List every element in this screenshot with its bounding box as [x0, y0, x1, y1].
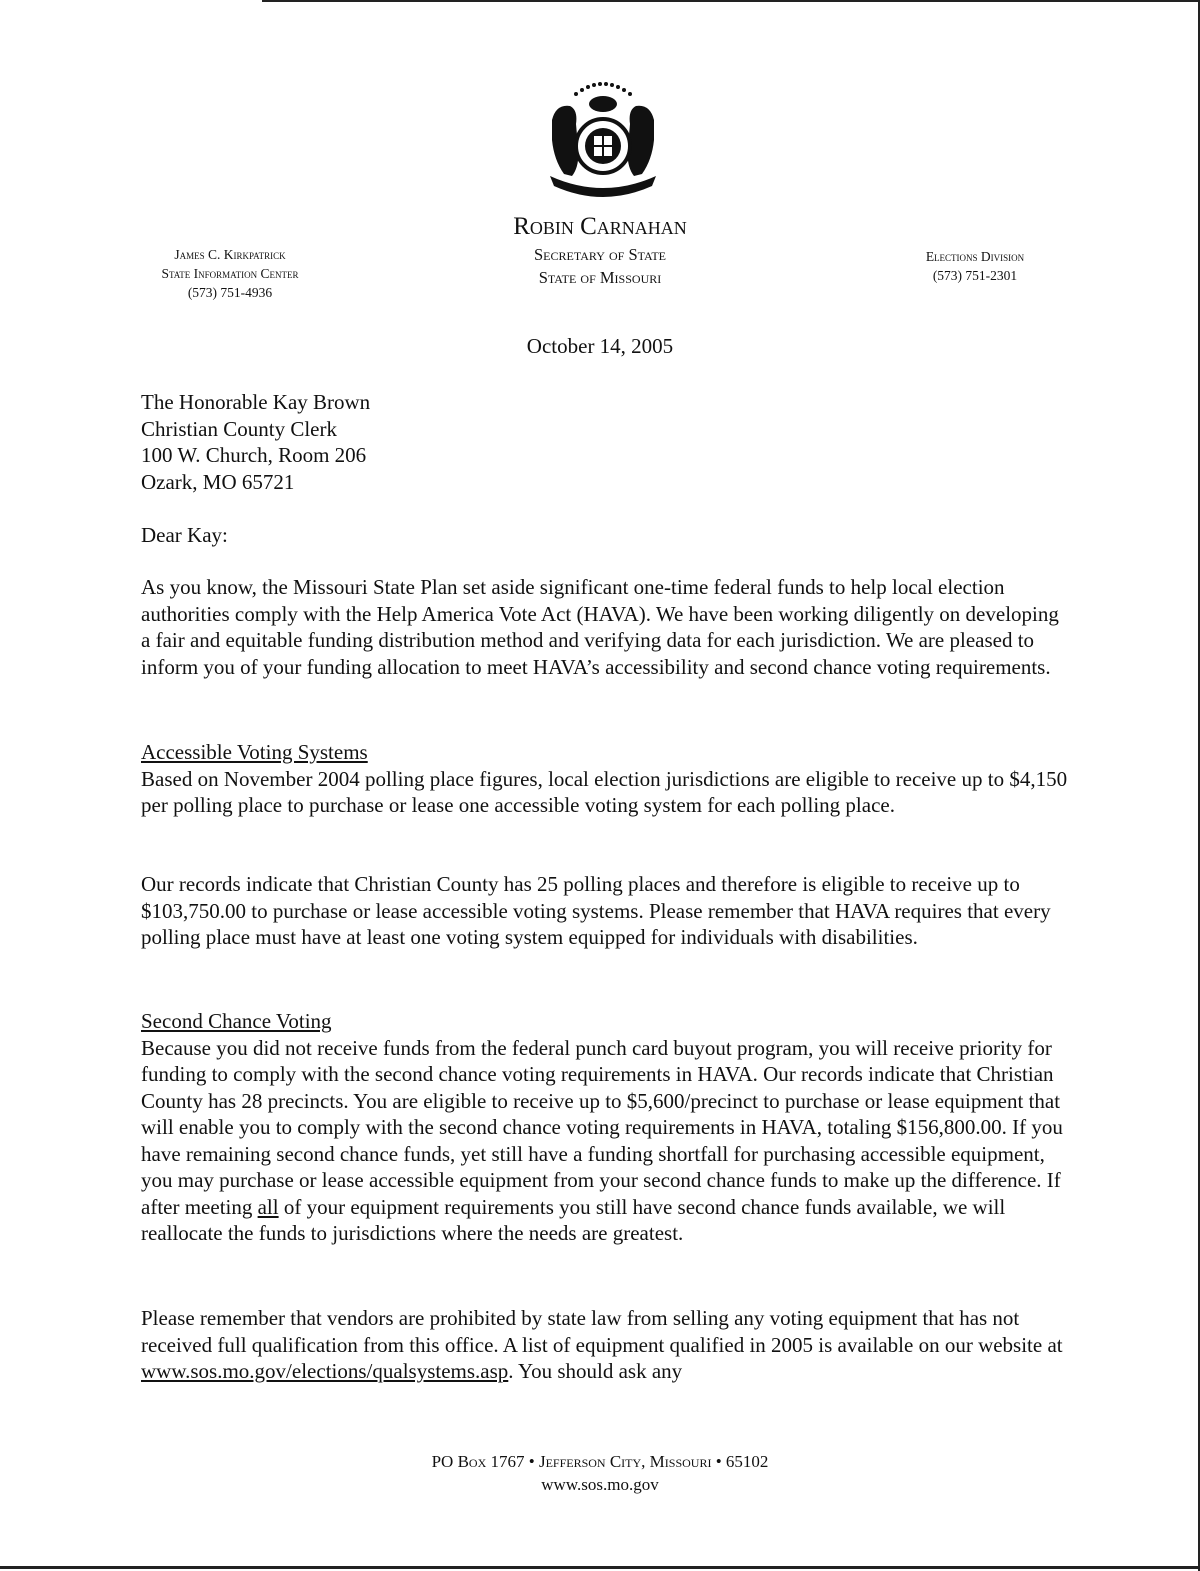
- section-heading-second-chance: Second Chance Voting: [141, 1009, 332, 1033]
- second-chance-text-a: Because you did not receive funds from the federal punch card buyout program, you will receive priority for funding to comply with the second chance voting requirements in HAVA. Our records indicate that Christian County has 28 precincts. You are eligible to receive up to $5,600/precinct to purchase or lease equipment that will enable you to comply with the second chance voting requirements in HAVA, totaling $156,800.00. If you have remaining second chance funds, yet still have a funding shortfall for purchasing accessible equipment, you may purchase or lease accessible equipment from your second chance funds to make up the difference. If after meeting: [141, 1035, 1063, 1219]
- letter-date: October 14, 2005: [526, 334, 674, 358]
- right-header-phone: (573) 751-2301: [932, 268, 1018, 283]
- right-header-division: Elections Division: [925, 249, 1025, 264]
- qualified-systems-link[interactable]: www.sos.mo.gov/elections/qualsystems.asp: [141, 1359, 509, 1383]
- recipient-line3: 100 W. Church, Room 206: [141, 443, 367, 467]
- salutation: Dear Kay:: [141, 523, 228, 547]
- left-header-phone: (573) 751-4936: [187, 285, 273, 300]
- closing-paragraph-text: [141, 1305, 1071, 1385]
- footer-website: www.sos.mo.gov: [541, 1475, 659, 1494]
- section-heading-accessible: Accessible Voting Systems: [141, 740, 368, 764]
- footer: [300, 1450, 900, 1496]
- section-second-chance: [141, 1008, 1071, 1247]
- state-name: State of Missouri: [538, 268, 662, 287]
- accessible-paragraph-2-block: [141, 871, 1071, 951]
- accessible-paragraph-2: Our records indicate that Christian County has 25 polling places and therefore is eligible to receive up to $103,750.00 to purchase or lease accessible voting systems. Please remember that HAVA requires that every polling place must have at least one voting system equipped for individuals with disabilities.: [141, 872, 1051, 949]
- left-header-block: [100, 245, 360, 302]
- recipient-line4: Ozark, MO 65721: [141, 469, 295, 494]
- accessible-paragraph-1: Based on November 2004 polling place figures, local election jurisdictions are eligible to receive up to $4,150 per polling place to purchase or lease one accessible voting system for each polling place.: [141, 766, 1068, 817]
- second-chance-emphasis: all: [257, 1194, 279, 1219]
- closing-paragraph: [141, 1305, 1071, 1385]
- closing-text-b: . You should ask any: [508, 1359, 683, 1383]
- recipient-line2: Christian County Clerk: [141, 416, 337, 441]
- second-chance-text-b: of your equipment requirements you still have second chance funds available, we will reallocate the funds to jurisdictions where the needs are greatest.: [141, 1194, 1006, 1245]
- closing-text-a: Please remember that vendors are prohibited by state law from selling any voting equipment that has not received full qualification from this office. A list of equipment qualified in 2005 is available on our website at: [141, 1306, 1063, 1357]
- secretary-title: Secretary of State: [533, 245, 667, 264]
- left-header-line2: State Information Center: [161, 266, 299, 281]
- scan-edge-top: [262, 0, 1200, 2]
- section-accessible-voting: [141, 739, 1071, 819]
- intro-paragraph-text: As you know, the Missouri State Plan set aside significant one-time federal funds to help local election authorities comply with the Help America Vote Act (HAVA). We have been working diligently on developing a fair and equitable funding distribution method and verifying data for each jurisdiction. We are pleased to inform you of your funding allocation to meet HAVA’s accessibility and second chance voting requirements.: [141, 575, 1059, 679]
- intro-paragraph: [141, 574, 1071, 680]
- recipient-address: [141, 389, 1071, 495]
- secretary-name: Robin Carnahan: [513, 213, 687, 240]
- right-header-block: [870, 247, 1080, 285]
- scan-edge-bottom: [0, 1566, 1200, 1569]
- missouri-state-seal-icon: [544, 80, 662, 202]
- footer-address: PO Box 1767 • Jefferson City, Missouri • 65102: [431, 1452, 769, 1471]
- second-chance-paragraph: [141, 1035, 1071, 1247]
- left-header-line1: James C. Kirkpatrick: [174, 247, 286, 262]
- recipient-line1: The Honorable Kay Brown: [141, 390, 371, 414]
